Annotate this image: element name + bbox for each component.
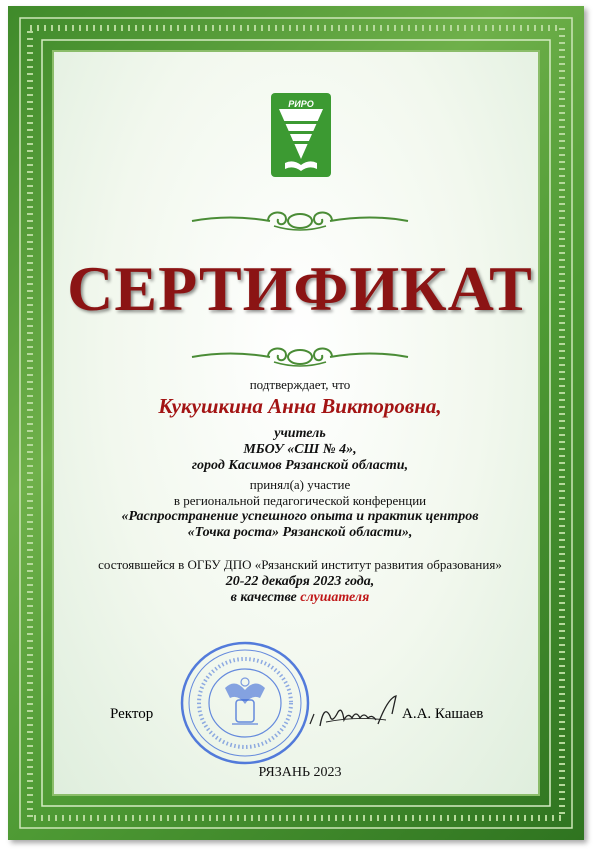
event-dates: 20-22 декабря 2023 года,	[225, 574, 375, 589]
ornament-bottom-icon	[190, 342, 410, 372]
event-text: в региональной педагогической конференции	[173, 493, 427, 508]
recipient-city: город Касимов Рязанской области,	[191, 458, 409, 473]
confirms-text: подтверждает, что	[249, 377, 351, 392]
recipient-name: Кукушкина Анна Викторовна,	[158, 394, 442, 418]
ornament-top-icon	[190, 206, 410, 236]
signature-icon	[306, 694, 402, 734]
logo-text: РИРО	[288, 99, 314, 109]
riro-logo-icon	[271, 93, 331, 177]
certificate-title: СЕРТИФИКАТ	[67, 253, 533, 324]
recipient-position: учитель	[274, 426, 326, 441]
conference-title-line1: «Распространение успешного опыта и практик центров	[121, 509, 479, 524]
held-at-text: состоявшейся в ОГБУ ДПО «Рязанский институт развития образования»	[98, 557, 502, 572]
role-value: слушателя	[300, 590, 370, 605]
official-seal-icon	[178, 638, 312, 768]
role-line	[0, 590, 600, 606]
signatory-title: Ректор	[110, 706, 154, 722]
footer-city-year: РЯЗАНЬ 2023	[258, 765, 342, 780]
role-prefix: в качестве	[230, 590, 301, 605]
conference-title-line2: «Точка роста» Рязанской области»,	[187, 525, 413, 540]
signatory-name: А.А. Кашаев	[402, 706, 484, 722]
participated-text: принял(а) участие	[249, 477, 351, 492]
recipient-school: МБОУ «СШ № 4»,	[243, 442, 357, 457]
